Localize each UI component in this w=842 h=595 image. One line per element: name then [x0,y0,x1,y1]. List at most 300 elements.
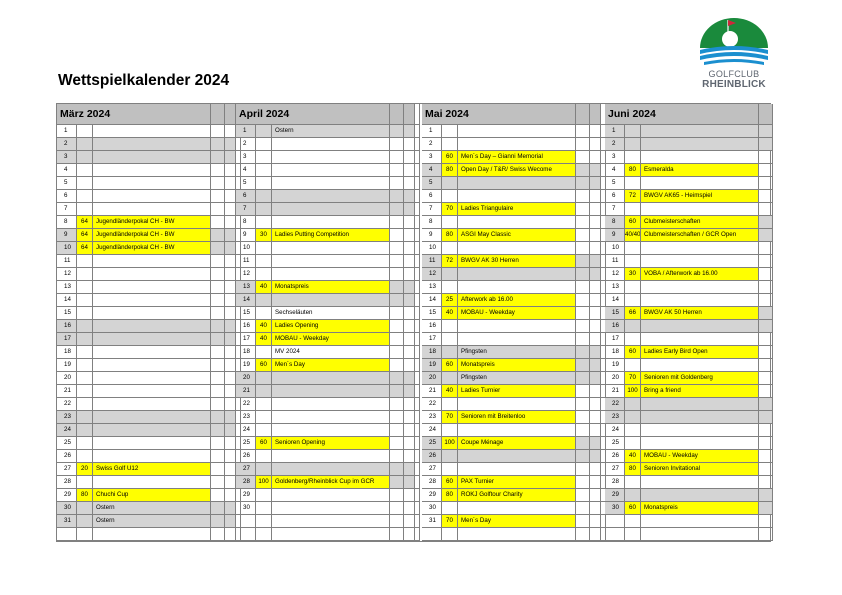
blank-cell [211,411,225,424]
event-cell [93,190,211,203]
points-cell [77,307,93,320]
spacer-cell [415,242,420,255]
blank-cell [211,281,225,294]
points-cell [442,398,458,411]
blank-cell [225,489,236,502]
event-cell [641,125,759,138]
event-cell [93,255,211,268]
blank-cell [576,294,590,307]
blank-cell [404,151,415,164]
blank-cell [225,125,236,138]
day-cell: 3 [422,151,442,164]
blank-cell [225,372,236,385]
points-cell: 60 [442,151,458,164]
points-cell: 80 [442,489,458,502]
header-blank-cell [404,104,415,125]
event-cell [458,281,576,294]
month-header: März 2024 [57,104,211,125]
day-cell: 20 [57,372,77,385]
day-cell: 19 [236,359,256,372]
blank-cell [225,203,236,216]
day-cell: 28 [605,476,625,489]
empty-cell [272,528,390,541]
blank-cell [211,476,225,489]
day-cell: 16 [422,320,442,333]
day-cell: 5 [236,177,256,190]
event-cell: Ladies Opening [272,320,390,333]
day-cell: 18 [236,346,256,359]
blank-cell [404,424,415,437]
day-cell: 29 [422,489,442,502]
event-cell [458,268,576,281]
blank-cell [225,502,236,515]
blank-cell [225,242,236,255]
blank-cell [390,229,404,242]
blank-cell [404,229,415,242]
spacer-cell [415,424,420,437]
spacer-cell [415,333,420,346]
blank-cell [590,476,601,489]
blank-cell [590,424,601,437]
event-cell: BWGV AK 50 Herren [641,307,759,320]
event-cell [93,268,211,281]
blank-cell [390,437,404,450]
blank-cell [759,242,773,255]
day-cell: 20 [422,372,442,385]
points-cell [77,333,93,346]
blank-cell [759,229,773,242]
spacer-cell [415,216,420,229]
header-blank-cell [590,104,601,125]
event-cell [641,281,759,294]
blank-cell [390,450,404,463]
blank-cell [759,190,773,203]
points-cell [256,177,272,190]
blank-cell [404,320,415,333]
points-cell [256,151,272,164]
points-cell [442,190,458,203]
day-cell: 27 [236,463,256,476]
blank-cell [576,125,590,138]
spacer-cell [415,372,420,385]
blank-cell [576,437,590,450]
blank-cell [390,190,404,203]
points-cell [625,151,641,164]
points-cell [256,502,272,515]
blank-cell [390,294,404,307]
blank-cell [759,164,773,177]
points-cell [442,450,458,463]
spacer-cell [415,320,420,333]
event-cell [272,255,390,268]
event-cell [93,359,211,372]
day-cell: 19 [605,359,625,372]
blank-cell [390,320,404,333]
points-cell [77,359,93,372]
points-cell [625,424,641,437]
points-cell [77,476,93,489]
blank-cell [390,216,404,229]
points-cell [256,294,272,307]
points-cell [625,476,641,489]
blank-cell [225,385,236,398]
blank-cell [590,255,601,268]
empty-cell [415,528,420,541]
day-cell: 4 [422,164,442,177]
blank-cell [576,398,590,411]
blank-cell [404,450,415,463]
blank-cell [211,346,225,359]
blank-cell [759,398,773,411]
blank-cell [225,255,236,268]
points-cell [625,515,641,528]
event-cell [93,138,211,151]
blank-cell [404,203,415,216]
points-cell [77,255,93,268]
day-cell: 5 [422,177,442,190]
points-cell [77,177,93,190]
blank-cell [390,151,404,164]
blank-cell [590,242,601,255]
event-cell [272,164,390,177]
event-cell: Men´s Day – Gianni Memorial [458,151,576,164]
event-cell [93,307,211,320]
empty-cell [211,528,225,541]
day-cell: 5 [57,177,77,190]
points-cell [256,463,272,476]
day-cell: 27 [422,463,442,476]
points-cell [625,203,641,216]
points-cell [77,502,93,515]
event-cell [458,333,576,346]
blank-cell [576,281,590,294]
points-cell [77,281,93,294]
spacer-cell [415,411,420,424]
points-cell [77,320,93,333]
day-cell: 4 [57,164,77,177]
blank-cell [225,294,236,307]
blank-cell [225,476,236,489]
day-cell: 29 [605,489,625,502]
points-cell: 40 [625,450,641,463]
blank-cell [576,463,590,476]
points-cell [625,281,641,294]
blank-cell [390,463,404,476]
day-cell: 15 [57,307,77,320]
event-cell [458,320,576,333]
day-cell: 29 [57,489,77,502]
points-cell: 100 [256,476,272,489]
blank-cell [211,424,225,437]
points-cell [625,333,641,346]
blank-cell [390,489,404,502]
day-cell: 13 [57,281,77,294]
event-cell: Pfingsten [458,346,576,359]
points-cell: 40 [442,307,458,320]
day-cell: 14 [57,294,77,307]
blank-cell [404,359,415,372]
day-cell: 25 [236,437,256,450]
spacer-cell [415,164,420,177]
event-cell [458,398,576,411]
blank-cell [390,177,404,190]
day-cell: 23 [422,411,442,424]
blank-cell [211,320,225,333]
day-cell: 25 [57,437,77,450]
blank-cell [404,463,415,476]
points-cell [442,125,458,138]
empty-cell [442,528,458,541]
blank-cell [390,307,404,320]
blank-cell [225,138,236,151]
points-cell: 20 [77,463,93,476]
points-cell [442,138,458,151]
blank-cell [211,450,225,463]
points-cell [77,125,93,138]
blank-cell [576,229,590,242]
points-cell [256,398,272,411]
event-cell: Open Day / T&R/ Swiss Wecome [458,164,576,177]
spacer-cell [415,268,420,281]
event-cell: MOBAU - Weekday [272,333,390,346]
day-cell: 9 [236,229,256,242]
event-cell [272,515,390,528]
points-cell [442,242,458,255]
blank-cell [576,489,590,502]
points-cell [77,164,93,177]
blank-cell [404,502,415,515]
points-cell [625,242,641,255]
blank-cell [225,281,236,294]
empty-cell [404,528,415,541]
event-cell [272,385,390,398]
points-cell [625,320,641,333]
day-cell: 1 [236,125,256,138]
blank-cell [590,177,601,190]
blank-cell [225,515,236,528]
event-cell [93,164,211,177]
blank-cell [576,372,590,385]
header-blank-cell [225,104,236,125]
blank-cell [404,138,415,151]
day-cell: 26 [605,450,625,463]
points-cell: 70 [442,515,458,528]
points-cell: 30 [256,229,272,242]
blank-cell [590,398,601,411]
blank-cell [390,411,404,424]
blank-cell [390,398,404,411]
day-cell: 30 [236,502,256,515]
day-cell: 3 [236,151,256,164]
blank-cell [576,450,590,463]
blank-cell [590,320,601,333]
spacer-cell [415,125,420,138]
day-cell: 7 [236,203,256,216]
day-cell: 26 [57,450,77,463]
blank-cell [225,411,236,424]
blank-cell [211,177,225,190]
spacer-cell [415,307,420,320]
points-cell [256,203,272,216]
day-cell: 28 [422,476,442,489]
blank-cell [390,164,404,177]
blank-cell [211,125,225,138]
month-header: Juni 2024 [605,104,759,125]
day-cell: 13 [605,281,625,294]
points-cell [256,242,272,255]
day-cell: 7 [605,203,625,216]
event-cell [641,476,759,489]
spacer-cell [415,177,420,190]
day-cell: 18 [57,346,77,359]
points-cell: 30 [625,268,641,281]
empty-cell [93,528,211,541]
event-cell [93,450,211,463]
points-cell: 40 [256,320,272,333]
day-cell: 28 [236,476,256,489]
blank-cell [404,177,415,190]
day-cell: 3 [605,151,625,164]
blank-cell [590,294,601,307]
event-cell: Esmeralda [641,164,759,177]
blank-cell [390,385,404,398]
blank-cell [211,398,225,411]
event-cell: MOBAU - Weekday [458,307,576,320]
points-cell: 60 [256,437,272,450]
event-cell [272,151,390,164]
empty-cell [57,528,77,541]
day-cell: 28 [57,476,77,489]
event-cell [272,372,390,385]
event-cell [93,424,211,437]
blank-cell [576,164,590,177]
points-cell [256,385,272,398]
event-cell [458,502,576,515]
day-cell: 18 [422,346,442,359]
day-cell: 13 [236,281,256,294]
day-cell: 27 [57,463,77,476]
event-cell [458,177,576,190]
event-cell [272,177,390,190]
event-cell [458,463,576,476]
event-cell: Senioren Invitational [641,463,759,476]
spacer-cell [415,515,420,528]
points-cell [625,125,641,138]
points-cell [442,502,458,515]
blank-cell [225,229,236,242]
spacer-cell [415,255,420,268]
day-cell: 9 [605,229,625,242]
blank-cell [404,437,415,450]
spacer-cell [415,190,420,203]
event-cell: Senioren mit Goldenberg [641,372,759,385]
blank-cell [404,385,415,398]
day-cell: 17 [422,333,442,346]
blank-cell [390,281,404,294]
event-cell: Clubmeisterschaften [641,216,759,229]
points-cell: 80 [442,164,458,177]
day-cell: 12 [57,268,77,281]
points-cell: 70 [442,411,458,424]
blank-cell [390,255,404,268]
day-cell: 22 [422,398,442,411]
event-cell [93,151,211,164]
blank-cell [759,268,773,281]
event-cell: Jugendländerpokal CH - BW [93,242,211,255]
blank-cell [211,229,225,242]
day-cell: 14 [422,294,442,307]
event-cell [641,151,759,164]
day-cell: 2 [236,138,256,151]
blank-cell [590,138,601,151]
blank-cell [759,333,773,346]
day-cell: 4 [236,164,256,177]
blank-cell [576,502,590,515]
spacer-cell [415,203,420,216]
event-cell [641,320,759,333]
day-cell: 13 [422,281,442,294]
blank-cell [211,385,225,398]
points-cell: 25 [442,294,458,307]
blank-cell [404,489,415,502]
points-cell [256,216,272,229]
event-cell [641,333,759,346]
event-cell: ASGI May Classic [458,229,576,242]
points-cell [77,138,93,151]
blank-cell [759,385,773,398]
points-cell [256,138,272,151]
event-cell: Bring a friend [641,385,759,398]
event-cell [272,294,390,307]
points-cell [256,268,272,281]
blank-cell [211,268,225,281]
event-cell [641,242,759,255]
blank-cell [759,411,773,424]
blank-cell [590,346,601,359]
day-cell: 31 [57,515,77,528]
event-cell [93,476,211,489]
points-cell [256,307,272,320]
event-cell [93,398,211,411]
blank-cell [225,151,236,164]
points-cell [77,346,93,359]
blank-cell [404,125,415,138]
points-cell: 60 [625,502,641,515]
spacer-cell [415,229,420,242]
event-cell: Senioren mit Breitenloo [458,411,576,424]
header-blank-cell [390,104,404,125]
blank-cell [211,294,225,307]
day-cell: 20 [236,372,256,385]
logo-text-rheinblick: RHEINBLICK [702,79,766,90]
points-cell [77,294,93,307]
blank-cell [576,151,590,164]
event-cell [641,411,759,424]
blank-cell [404,281,415,294]
blank-cell [211,463,225,476]
event-cell [272,242,390,255]
blank-cell [590,164,601,177]
blank-cell [390,372,404,385]
blank-cell [759,177,773,190]
event-cell [272,424,390,437]
empty-cell [225,528,236,541]
blank-cell [211,359,225,372]
day-cell: 15 [605,307,625,320]
points-cell: 60 [442,359,458,372]
day-cell: 6 [236,190,256,203]
event-cell: Ostern [93,515,211,528]
